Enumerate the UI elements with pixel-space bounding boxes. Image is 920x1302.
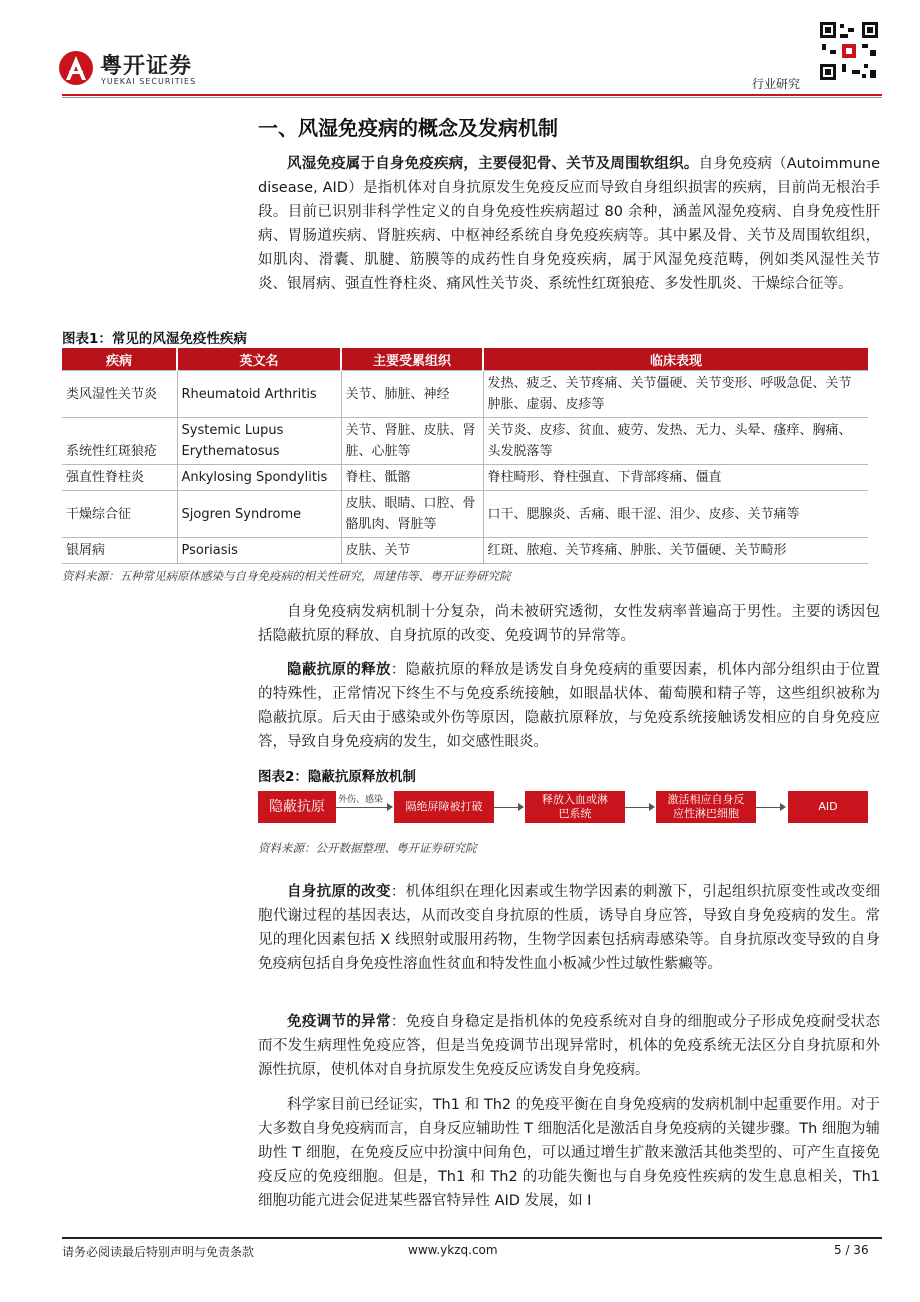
paragraph-mechanism: 自身免疫病发病机制十分复杂，尚未被研究透彻，女性发病率普遍高于男性。主要的诱因包括隐蔽抗原的释放、自身抗原的改变、免疫调节的异常等。	[258, 604, 880, 644]
header-rule-thin	[62, 97, 882, 98]
paragraph-intro	[258, 152, 880, 296]
column-header: 英文名	[177, 348, 341, 371]
flow-arrow-head	[387, 803, 393, 811]
paragraph-lead: 自身抗原的改变	[287, 884, 391, 900]
yuekai-logo-icon	[58, 50, 94, 86]
flow-end-node: AID	[788, 791, 868, 823]
flow-step-node: 释放入血或淋巴系统	[525, 791, 625, 823]
brand-name-en: YUEKAI SECURITIES	[101, 77, 197, 86]
flow-arrow-head	[780, 803, 786, 811]
table-row	[62, 418, 868, 465]
table-row	[62, 538, 868, 564]
paragraph-body: ：机体组织在理化因素或生物学因素的刺激下，引起组织抗原变性或改变细胞代谢过程的基因表达，从而改变自身抗原的性质，诱导自身应答，导致自身免疫病的发生。常见的理化因素包括 X 线照射或服用药物，生物学因素包括病毒感染等。自身抗原改变导致的自身免疫病包括自身免疫性溶血性贫血和特发性血小板减少性过敏性紫癜等。	[258, 884, 881, 972]
figure2-title: 图表2：隐蔽抗原释放机制	[258, 769, 416, 785]
footer-disclaimer: 请务必阅读最后特别声明与免责条款	[62, 1245, 255, 1259]
table-cell: 关节炎、皮疹、贫血、疲劳、发热、无力、头晕、瘙痒、胸痛、头发脱落等	[483, 418, 868, 465]
flow-arrow	[494, 807, 518, 808]
flow-arrow	[756, 807, 780, 808]
table-cell: 系统性红斑狼疮	[62, 418, 177, 465]
table-header-row	[62, 348, 868, 371]
paragraph-antigen-change	[258, 880, 880, 976]
qr-code-icon	[818, 20, 880, 82]
paragraph-immune-regulation	[258, 1010, 880, 1082]
paragraph-body: 自身免疫病（Autoimmune disease, AID）是指机体对自身抗原发生免疫反应而导致自身组织损害的疾病，目前尚无根治手段。目前已识别非科学性定义的自身免疫性疾病超过 80 余种，涵盖风湿免疫病、自身免疫性肝病、胃肠道疾病、肾脏疾病、中枢神经系统自身免疫疾病等。其中累及骨、关节及周围软组织，如肌肉、滑囊、肌腱、筋膜等的成药性自身免疫疾病，属于风湿免疫范畴，例如类风湿性关节炎、银屑病、强直性脊柱炎、痛风性关节炎、系统性红斑狼疮、多发性肌炎、干燥综合征等。	[258, 156, 880, 292]
flow-step-node: 隔绝屏障被打破	[394, 791, 494, 823]
table-cell: 脊柱、骶髂	[341, 465, 483, 491]
flow-arrow	[336, 807, 387, 808]
section-title: 一、风湿免疫病的概念及发病机制	[258, 116, 558, 140]
table-cell: Psoriasis	[177, 538, 341, 564]
document-type: 行业研究	[752, 77, 801, 91]
table-cell: Ankylosing Spondylitis	[177, 465, 341, 491]
table-cell: 强直性脊柱炎	[62, 465, 177, 491]
flow-arrow-head	[518, 803, 524, 811]
page-number: 5 / 36	[834, 1243, 869, 1257]
paragraph-lead: 隐蔽抗原的释放	[287, 662, 391, 678]
brand-name-cn: 粤开证券	[100, 54, 193, 79]
table-cell: Sjogren Syndrome	[177, 491, 341, 538]
table-cell: 发热、疲乏、关节疼痛、关节僵硬、关节变形、呼吸急促、关节肿胀、虚弱、皮疹等	[483, 371, 868, 418]
table-cell: 皮肤、眼睛、口腔、骨骼肌肉、肾脏等	[341, 491, 483, 538]
table-cell: 红斑、脓疱、关节疼痛、肿胀、关节僵硬、关节畸形	[483, 538, 868, 564]
flow-arrow	[625, 807, 649, 808]
table-row	[62, 371, 868, 418]
table-cell: 关节、肾脏、皮肤、肾脏、心脏等	[341, 418, 483, 465]
paragraph-body: ：隐蔽抗原的释放是诱发自身免疫病的重要因素，机体内部分组织由于位置的特殊性，正常情况下终生不与免疫系统接触，如眼晶状体、葡萄膜和精子等，这些组织被称为隐蔽抗原。后天由于感染或外伤等原因，隐蔽抗原释放，与免疫系统接触诱发相应的自身免疫应答，导致自身免疫病的发生，如交感性眼炎。	[258, 662, 881, 750]
figure1-source: 资料来源：五种常见病原体感染与自身免疫病的相关性研究，周建伟等、粤开证券研究院	[62, 569, 511, 583]
table-cell: Rheumatoid Arthritis	[177, 371, 341, 418]
table-row	[62, 465, 868, 491]
paragraph-hidden-antigen	[258, 658, 880, 754]
column-header: 主要受累组织	[341, 348, 483, 371]
flow-step-node: 激活相应自身反应性淋巴细胞	[656, 791, 756, 823]
figure2-source: 资料来源：公开数据整理、粤开证券研究院	[258, 841, 477, 855]
paragraph-th1-th2: 科学家目前已经证实，Th1 和 Th2 的免疫平衡在自身免疫病的发病机制中起重要作用。对于大多数自身免疫病而言，自身反应辅助性 T 细胞活化是激活自身免疫病的关键步骤。Th 细胞为辅助性 T 细胞，在免疫反应中扮演中间角色，可以通过增生扩散来激活其他类型的、可产生直接免疫反应的免疫细胞。但是，Th1 和 Th2 的功能失衡也与自身免疫性疾病的发生息息相关，Th1 细胞功能亢进会促进某些器官特异性 AID 发展，如 I	[258, 1097, 880, 1209]
table-cell: 干燥综合征	[62, 491, 177, 538]
column-header: 疾病	[62, 348, 177, 371]
paragraph-lead: 免疫调节的异常	[287, 1014, 391, 1030]
table-cell: Systemic Lupus Erythematosus	[177, 418, 341, 465]
header-rule	[62, 94, 882, 96]
disease-table	[62, 348, 868, 564]
flow-edge-label: 外伤、感染	[338, 795, 384, 805]
table-cell: 口干、腮腺炎、舌痛、眼干涩、泪少、皮疹、关节痛等	[483, 491, 868, 538]
footer-website[interactable]: www.ykzq.com	[408, 1243, 498, 1257]
flow-arrow-head	[649, 803, 655, 811]
table-row	[62, 491, 868, 538]
paragraph-lead: 风湿免疫属于自身免疫疾病，主要侵犯骨、关节及周围软组织。	[287, 156, 699, 172]
table-cell: 关节、肺脏、神经	[341, 371, 483, 418]
paragraph-body: ：免疫自身稳定是指机体的免疫系统对自身的细胞或分子形成免疫耐受状态而不发生病理性免疫应答，但是当免疫调节出现异常时，机体的免疫系统无法区分自身抗原和外源性抗原，使机体对自身抗原发生免疫反应诱发自身免疫病。	[258, 1014, 881, 1078]
table-cell: 脊柱畸形、脊柱强直、下背部疼痛、僵直	[483, 465, 868, 491]
column-header: 临床表现	[483, 348, 868, 371]
table-cell: 类风湿性关节炎	[62, 371, 177, 418]
table-cell: 皮肤、关节	[341, 538, 483, 564]
flow-start-node: 隐蔽抗原	[258, 791, 336, 823]
footer-rule	[62, 1237, 882, 1239]
table-cell: 银屑病	[62, 538, 177, 564]
figure1-title: 图表1：常见的风湿免疫性疾病	[62, 331, 247, 347]
